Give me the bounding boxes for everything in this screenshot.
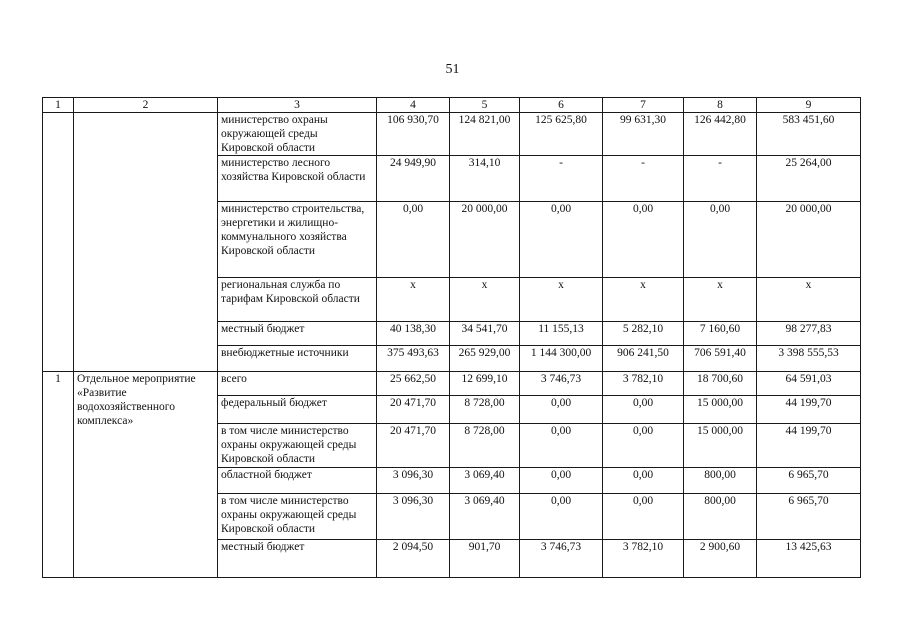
source-label: в том числе министерство охраны окружающей среды Кировской области xyxy=(218,494,377,540)
value-cell: 3 782,10 xyxy=(603,372,684,396)
value-cell: - xyxy=(684,156,757,202)
value-cell: x xyxy=(450,278,520,322)
header-row xyxy=(43,98,861,113)
value-cell: 6 965,70 xyxy=(757,468,861,494)
value-cell: 25 662,50 xyxy=(377,372,450,396)
value-cell: x xyxy=(520,278,603,322)
value-cell: 3 096,30 xyxy=(377,494,450,540)
value-cell: 20 000,00 xyxy=(757,202,861,278)
value-cell: 3 069,40 xyxy=(450,494,520,540)
value-cell: 901,70 xyxy=(450,540,520,578)
value-cell: 0,00 xyxy=(684,202,757,278)
value-cell: 3 746,73 xyxy=(520,372,603,396)
source-label: внебюджетные источники xyxy=(218,346,377,372)
value-cell: 5 282,10 xyxy=(603,322,684,346)
value-cell: 906 241,50 xyxy=(603,346,684,372)
value-cell: 314,10 xyxy=(450,156,520,202)
value-cell: 583 451,60 xyxy=(757,113,861,156)
value-cell: 8 728,00 xyxy=(450,396,520,424)
value-cell: 11 155,13 xyxy=(520,322,603,346)
value-cell: x xyxy=(757,278,861,322)
value-cell: 3 069,40 xyxy=(450,468,520,494)
column-header: 6 xyxy=(520,98,603,113)
column-header: 8 xyxy=(684,98,757,113)
value-cell: 0,00 xyxy=(603,396,684,424)
value-cell: 18 700,60 xyxy=(684,372,757,396)
value-cell: 64 591,03 xyxy=(757,372,861,396)
value-cell: 2 094,50 xyxy=(377,540,450,578)
value-cell: 0,00 xyxy=(520,494,603,540)
value-cell: 6 965,70 xyxy=(757,494,861,540)
value-cell: 0,00 xyxy=(520,424,603,468)
value-cell: 0,00 xyxy=(603,468,684,494)
source-label: всего xyxy=(218,372,377,396)
event-number: 1 xyxy=(43,372,74,578)
source-label: министерство лесного хозяйства Кировской области xyxy=(218,156,377,202)
value-cell: 20 471,70 xyxy=(377,396,450,424)
value-cell: - xyxy=(603,156,684,202)
value-cell: 99 631,30 xyxy=(603,113,684,156)
column-header: 9 xyxy=(757,98,861,113)
value-cell: 106 930,70 xyxy=(377,113,450,156)
value-cell: 0,00 xyxy=(603,202,684,278)
value-cell: x xyxy=(377,278,450,322)
value-cell: 126 442,80 xyxy=(684,113,757,156)
value-cell: x xyxy=(684,278,757,322)
value-cell: 3 096,30 xyxy=(377,468,450,494)
value-cell: 265 929,00 xyxy=(450,346,520,372)
value-cell: 3 746,73 xyxy=(520,540,603,578)
value-cell: 3 782,10 xyxy=(603,540,684,578)
event-name: Отдельное мероприятие «Развитие водохозяйственного комплекса» xyxy=(74,372,218,578)
value-cell: 44 199,70 xyxy=(757,396,861,424)
value-cell: 125 625,80 xyxy=(520,113,603,156)
source-label: местный бюджет xyxy=(218,322,377,346)
value-cell: 0,00 xyxy=(520,396,603,424)
source-label: местный бюджет xyxy=(218,540,377,578)
value-cell: 800,00 xyxy=(684,468,757,494)
value-cell: - xyxy=(520,156,603,202)
column-header: 4 xyxy=(377,98,450,113)
value-cell: 15 000,00 xyxy=(684,424,757,468)
value-cell: 34 541,70 xyxy=(450,322,520,346)
source-label: в том числе министерство охраны окружающей среды Кировской области xyxy=(218,424,377,468)
value-cell: 12 699,10 xyxy=(450,372,520,396)
column-header: 3 xyxy=(218,98,377,113)
source-label: областной бюджет xyxy=(218,468,377,494)
value-cell: 15 000,00 xyxy=(684,396,757,424)
source-label: федеральный бюджет xyxy=(218,396,377,424)
value-cell: 1 144 300,00 xyxy=(520,346,603,372)
value-cell: 0,00 xyxy=(603,424,684,468)
value-cell: 44 199,70 xyxy=(757,424,861,468)
column-header: 2 xyxy=(74,98,218,113)
table-row xyxy=(43,113,861,156)
value-cell: 0,00 xyxy=(520,468,603,494)
value-cell: 0,00 xyxy=(603,494,684,540)
value-cell: 40 138,30 xyxy=(377,322,450,346)
source-label: министерство охраны окружающей среды Кировской области xyxy=(218,113,377,156)
table-row xyxy=(43,372,861,396)
value-cell: 20 000,00 xyxy=(450,202,520,278)
value-cell: 0,00 xyxy=(520,202,603,278)
empty-name-cell xyxy=(74,113,218,372)
value-cell: 13 425,63 xyxy=(757,540,861,578)
empty-number-cell xyxy=(43,113,74,372)
page-number: 51 xyxy=(445,62,460,77)
value-cell: 20 471,70 xyxy=(377,424,450,468)
value-cell: x xyxy=(603,278,684,322)
value-cell: 0,00 xyxy=(377,202,450,278)
value-cell: 124 821,00 xyxy=(450,113,520,156)
value-cell: 98 277,83 xyxy=(757,322,861,346)
source-label: министерство строительства, энергетики и жилищно-коммунального хозяйства Кировской области xyxy=(218,202,377,278)
value-cell: 375 493,63 xyxy=(377,346,450,372)
value-cell: 24 949,90 xyxy=(377,156,450,202)
column-header: 1 xyxy=(43,98,74,113)
value-cell: 800,00 xyxy=(684,494,757,540)
value-cell: 25 264,00 xyxy=(757,156,861,202)
value-cell: 8 728,00 xyxy=(450,424,520,468)
source-label: региональная служба по тарифам Кировской области xyxy=(218,278,377,322)
value-cell: 2 900,60 xyxy=(684,540,757,578)
value-cell: 7 160,60 xyxy=(684,322,757,346)
column-header: 7 xyxy=(603,98,684,113)
value-cell: 706 591,40 xyxy=(684,346,757,372)
column-header: 5 xyxy=(450,98,520,113)
budget-table xyxy=(42,97,861,578)
value-cell: 3 398 555,53 xyxy=(757,346,861,372)
